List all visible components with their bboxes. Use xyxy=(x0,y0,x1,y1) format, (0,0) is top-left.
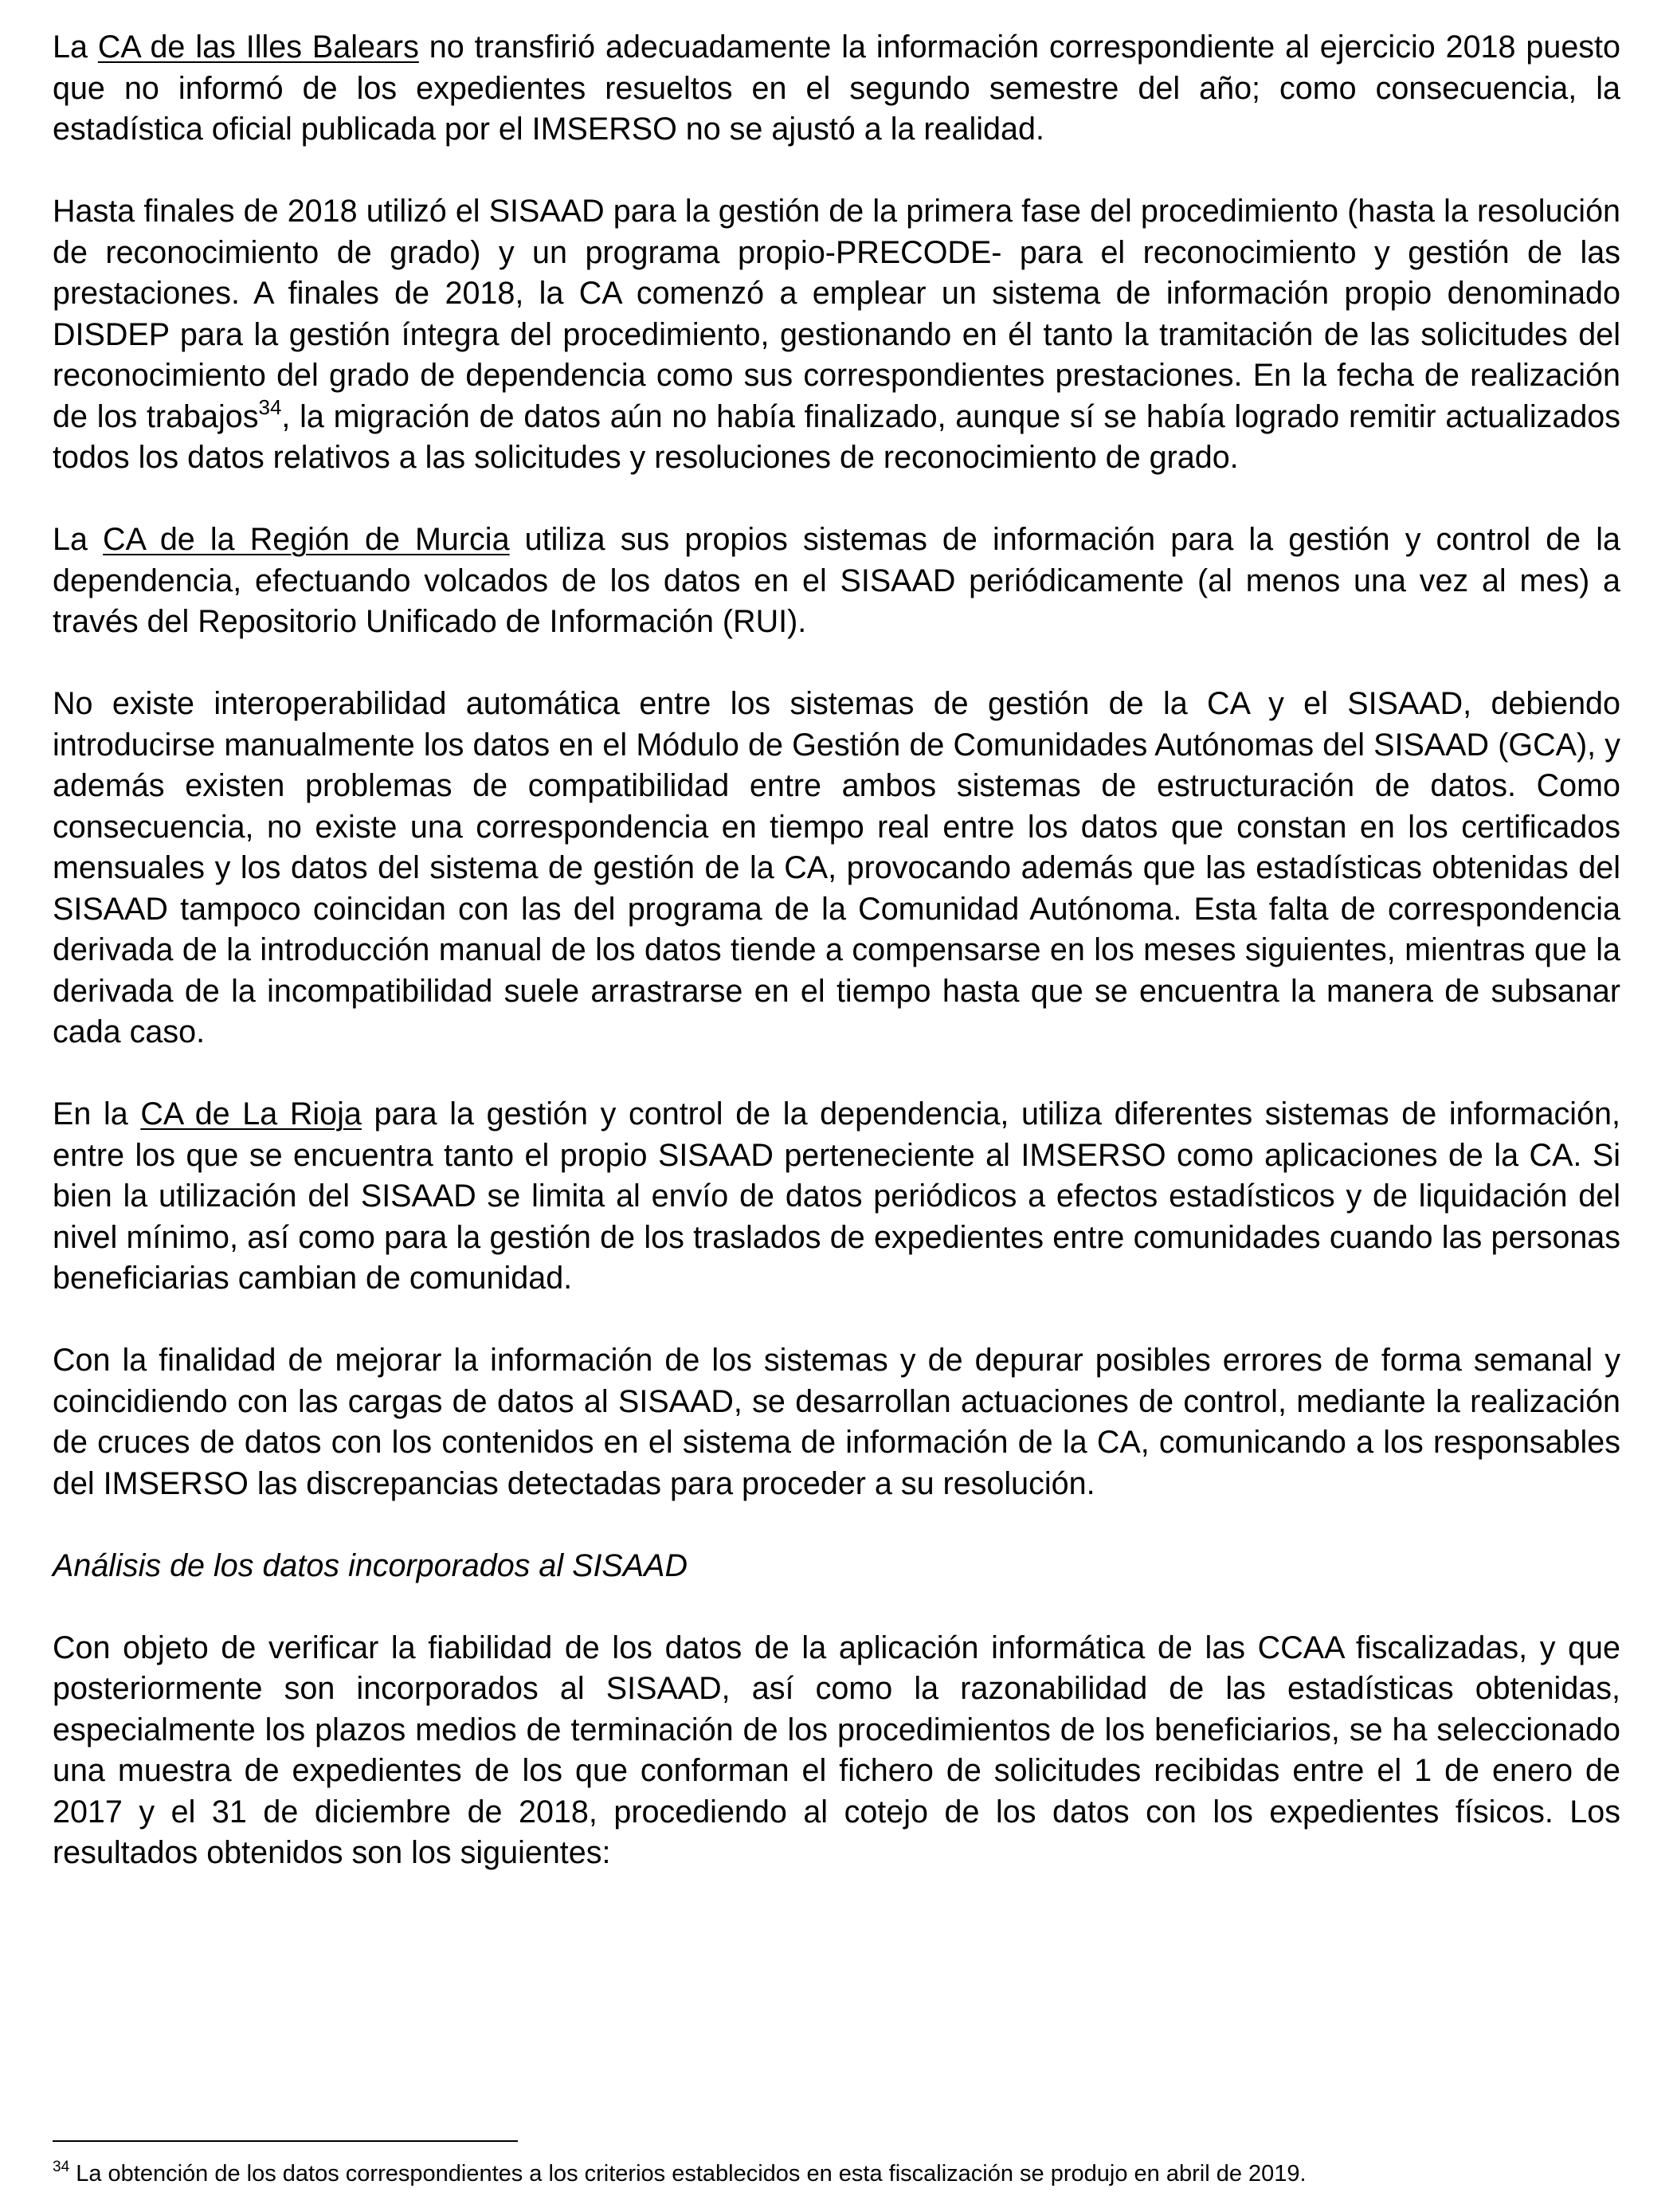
text-segment: La xyxy=(53,522,104,557)
text-segment: para la gestión y control de la dependencia, utiliza diferentes sistemas de información, entre los que se encuentra tanto el propio SISAAD perteneciente al IMSERSO como aplicaciones de la CA. Si bien la utilización del SISAAD se limita al envío de datos periódicos a efectos estadísticos y de liquidación del nivel mínimo, así como para la gestión de los traslados de expedientes entre comunidades cuando las personas beneficiarias cambian de comunidad. xyxy=(53,1096,1620,1296)
paragraph-controls: Con la finalidad de mejorar la información de los sistemas y de depurar posibles errores de forma semanal y coincidiendo con las cargas de datos al SISAAD, se desarrollan actuaciones de control, mediante la realización de cruces de datos con los contenidos en el sistema de información de la CA, comunicando a los responsables del IMSERSO las discrepancias detectadas para proceder a su resolución. xyxy=(53,1343,1620,1501)
text-segment: En la xyxy=(53,1096,141,1131)
section-heading: Análisis de los datos incorporados al SISAAD xyxy=(53,1547,688,1583)
underlined-region-name: CA de la Región de Murcia xyxy=(103,522,510,557)
paragraph-rioja xyxy=(53,1094,1620,1300)
footnote-number: 34 xyxy=(53,2159,70,2175)
paragraph-interoperability: No existe interoperabilidad automática entre los sistemas de gestión de la CA y el SISAAD, debiendo introducirse manualmente los datos en el Módulo de Gestión de Comunidades Autónomas del SISAAD (GCA), y además existen problemas de compatibilidad entre ambos sistemas de estructuración de datos. Como consecuencia, no existe una correspondencia en tiempo real entre los datos que constan en los certificados mensuales y los datos del sistema de gestión de la CA, provocando además que las estadísticas obtenidas del SISAAD tampoco coincidan con las del programa de la Comunidad Autónoma. Esta falta de correspondencia derivada de la introducción manual de los datos tiende a compensarse en los meses siguientes, mientras que la derivada de la incompatibilidad suele arrastrarse en el tiempo hasta que se encuentra la manera de subsanar cada caso. xyxy=(53,686,1620,1049)
text-segment: Hasta finales de 2018 utilizó el SISAAD para la gestión de la primera fase del procedimiento (hasta la resolución de reconocimiento de grado) y un programa propio-PRECODE- para el reconocimiento y gestión de las prestaciones. A finales de 2018, la CA comenzó a emplear un sistema de información propio denominado DISDEP para la gestión íntegra del procedimiento, gestionando en él tanto la tramitación de las solicitudes del reconocimiento del grado de dependencia como sus correspondientes prestaciones. En la fecha de realización de los trabajos xyxy=(53,194,1620,434)
paragraph-balears-systems xyxy=(53,191,1620,479)
paragraph-balears xyxy=(53,27,1620,151)
underlined-region-name: CA de La Rioja xyxy=(140,1096,362,1131)
underlined-region-name: CA de las Illes Balears xyxy=(97,29,419,65)
text-segment: La xyxy=(53,29,98,65)
text-segment: no transfirió adecuadamente la información correspondiente al ejercicio 2018 puesto que no informó de los expedientes resueltos en el segundo semestre del año; como consecuencia, la estadística oficial publicada por el IMSERSO no se ajustó a la realidad. xyxy=(53,29,1620,147)
footnote-separator xyxy=(53,2140,518,2142)
footnote-text: La obtención de los datos correspondientes a los criterios establecidos en esta fiscalización se produjo en abril de 2019. xyxy=(69,2161,1307,2187)
footnote-reference[interactable]: 34 xyxy=(258,394,282,419)
text-segment: utiliza sus propios sistemas de información para la gestión y control de la dependencia, efectuando volcados de los datos en el SISAAD periódicamente (al menos una vez al mes) a través del Repositorio Unificado de Información (RUI). xyxy=(53,522,1620,639)
paragraph-murcia xyxy=(53,520,1620,643)
paragraph-sample-analysis: Con objeto de verificar la fiabilidad de los datos de la aplicación informática de las CCAA fiscalizadas, y que posteriormente son incorporados al SISAAD, así como la razonabilidad de las estadísticas obtenidas, especialmente los plazos medios de terminación de los procedimientos de los beneficiarios, se ha seleccionado una muestra de expedientes de los que conforman el fichero de solicitudes recibidas entre el 1 de enero de 2017 y el 31 de diciembre de 2018, procediendo al cotejo de los datos con los expedientes físicos. Los resultados obtenidos son los siguientes: xyxy=(53,1630,1620,1870)
document-body xyxy=(53,27,1620,1874)
text-segment: , la migración de datos aún no había finalizado, aunque sí se había logrado remitir actualizados todos los datos relativos a las solicitudes y resoluciones de reconocimiento de grado. xyxy=(53,398,1621,475)
footnote xyxy=(53,2159,1620,2188)
